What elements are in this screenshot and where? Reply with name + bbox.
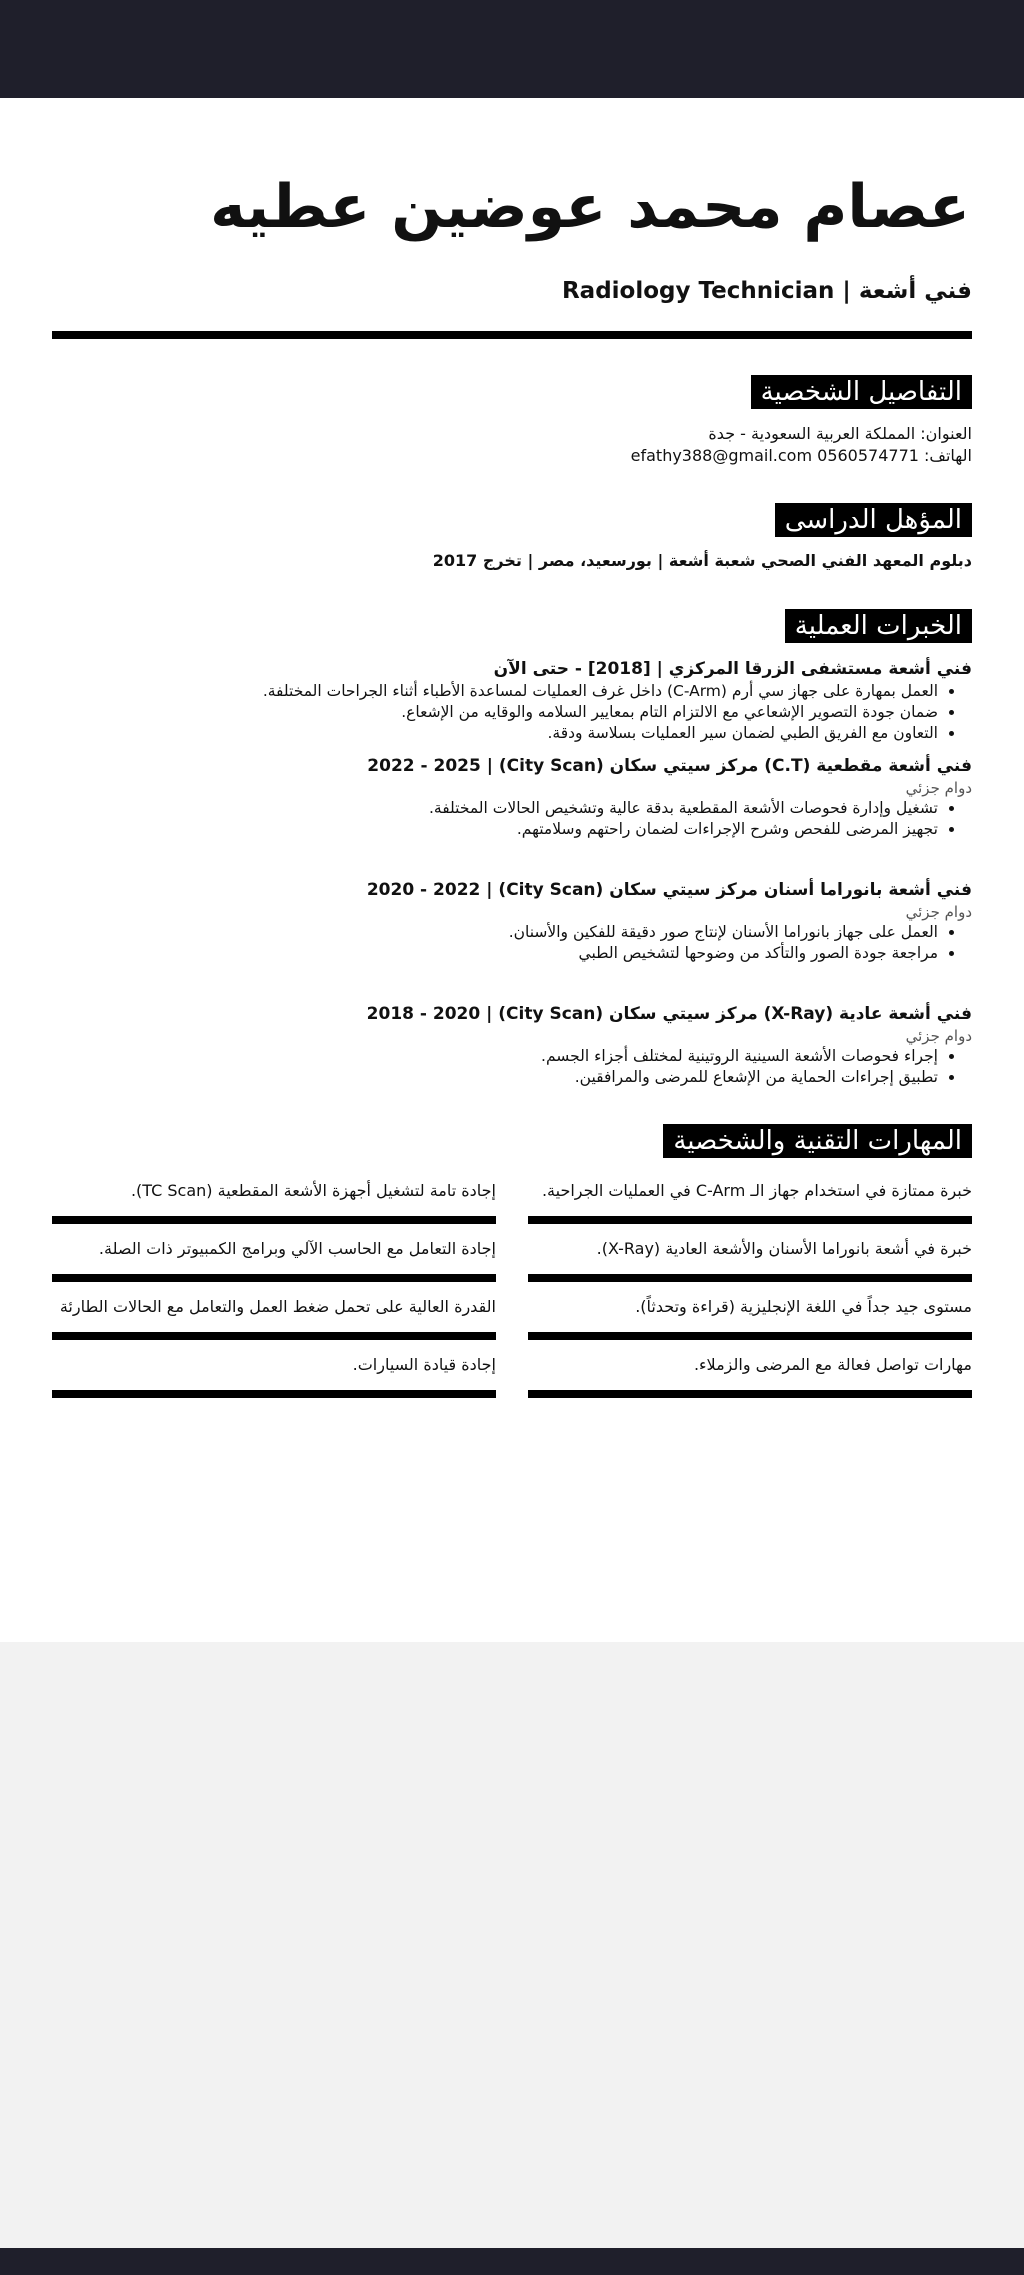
section-title-skills: المهارات التقنية والشخصية bbox=[663, 1124, 972, 1158]
skill-text: خبرة في أشعة بانوراما الأسنان والأشعة العادية (X-Ray). bbox=[596, 1239, 972, 1258]
skill-item bbox=[52, 1354, 496, 1398]
job-bullet: • تطبيق إجراءات الحماية من الإشعاع للمرضى والمرافقين. bbox=[52, 1067, 938, 1088]
skill-item bbox=[52, 1180, 496, 1224]
skill-item bbox=[52, 1296, 496, 1340]
header-divider bbox=[52, 331, 972, 339]
job-type: دوام جزئي bbox=[905, 1027, 972, 1045]
education-section bbox=[52, 503, 972, 573]
skill-text: إجادة تامة لتشغيل أجهزة الأشعة المقطعية (TC Scan). bbox=[130, 1181, 496, 1200]
job-heading: فني أشعة بانوراما أسنان مركز سيتي سكان (City Scan) | 2020 - 2022 bbox=[366, 880, 972, 900]
job-item bbox=[52, 657, 972, 744]
job-type: دوام جزئي bbox=[905, 779, 972, 797]
job-item bbox=[52, 754, 972, 840]
personal-details-section bbox=[52, 375, 972, 467]
job-type: دوام جزئي bbox=[905, 903, 972, 921]
skill-text: القدرة العالية على تحمل ضغط العمل والتعامل مع الحالات الطارئة bbox=[59, 1297, 496, 1316]
job-bullet: • تجهيز المرضى للفحص وشرح الإجراءات لضمان راحتهم وسلامتهم. bbox=[52, 819, 938, 840]
skill-item bbox=[528, 1238, 972, 1282]
skill-item bbox=[528, 1180, 972, 1224]
resume-content bbox=[52, 165, 972, 1412]
job-bullet: • ضمان جودة التصوير الإشعاعي مع الالتزام التام بمعايير السلامه والوقايه من الإشعاع. bbox=[52, 702, 938, 723]
skill-text: خبرة ممتازة في استخدام جهاز الـ C-Arm في العمليات الجراحية. bbox=[541, 1181, 972, 1200]
skills-section bbox=[52, 1124, 972, 1412]
candidate-name: عصام محمد عوضين عطيه bbox=[210, 172, 970, 242]
skill-text: إجادة قيادة السيارات. bbox=[352, 1355, 496, 1374]
job-heading: فني أشعة عادية (X-Ray) مركز سيتي سكان (City Scan) | 2018 - 2020 bbox=[366, 1004, 972, 1024]
bottom-bar bbox=[0, 2248, 1024, 2275]
job-bullet: • تشغيل وإدارة فحوصات الأشعة المقطعية بدقة عالية وتشخيص الحالات المختلفة. bbox=[52, 798, 938, 819]
skill-text: مستوى جيد جداً في اللغة الإنجليزية (قراءة وتحدثاً). bbox=[635, 1297, 972, 1316]
job-item bbox=[52, 1002, 972, 1088]
address-text: العنوان: المملكة العربية السعودية - جدة bbox=[708, 424, 972, 443]
skill-item bbox=[52, 1238, 496, 1282]
section-title-education: المؤهل الدراسى bbox=[775, 503, 972, 537]
job-heading: فني أشعة مستشفى الزرقا المركزي | [2018] - حتى الآن bbox=[493, 659, 972, 679]
top-bar bbox=[0, 0, 1024, 98]
job-item bbox=[52, 878, 972, 964]
skills-grid bbox=[52, 1180, 972, 1412]
skill-text: مهارات تواصل فعالة مع المرضى والزملاء. bbox=[693, 1355, 972, 1374]
skill-item bbox=[528, 1354, 972, 1398]
education-line: دبلوم المعهد الفني الصحي شعبة أشعة | بورسعيد، مصر | تخرج 2017 bbox=[432, 551, 972, 570]
experience-section bbox=[52, 609, 972, 1088]
skill-text: إجادة التعامل مع الحاسب الآلي وبرامج الكمبيوتر ذات الصلة. bbox=[98, 1239, 496, 1258]
job-bullet: • العمل على جهاز بانوراما الأسنان لإنتاج صور دقيقة للفكين والأسنان. bbox=[52, 922, 938, 943]
job-bullet: • العمل بمهارة على جهاز سي أرم (C-Arm) داخل غرف العمليات لمساعدة الأطباء أثناء الجراحات المختلفة. bbox=[52, 681, 938, 702]
job-heading: فني أشعة مقطعية (C.T) مركز سيتي سكان (City Scan) | 2022 - 2025 bbox=[367, 756, 972, 776]
job-title: فني أشعة | Radiology Technician bbox=[561, 278, 972, 304]
job-bullet: • مراجعة جودة الصور والتأكد من وضوحها لتشخيص الطبي bbox=[52, 943, 938, 964]
skill-item bbox=[528, 1296, 972, 1340]
section-title-experience: الخبرات العملية bbox=[785, 609, 972, 643]
job-bullet: • التعاون مع الفريق الطبي لضمان سير العمليات بسلاسة ودقة. bbox=[52, 723, 938, 744]
contact-text: الهاتف: 0560574771 efathy388@gmail.com bbox=[630, 446, 972, 465]
section-title-details: التفاصيل الشخصية bbox=[751, 375, 972, 409]
job-bullet: • إجراء فحوصات الأشعة السينية الروتينية لمختلف أجزاء الجسم. bbox=[52, 1046, 938, 1067]
